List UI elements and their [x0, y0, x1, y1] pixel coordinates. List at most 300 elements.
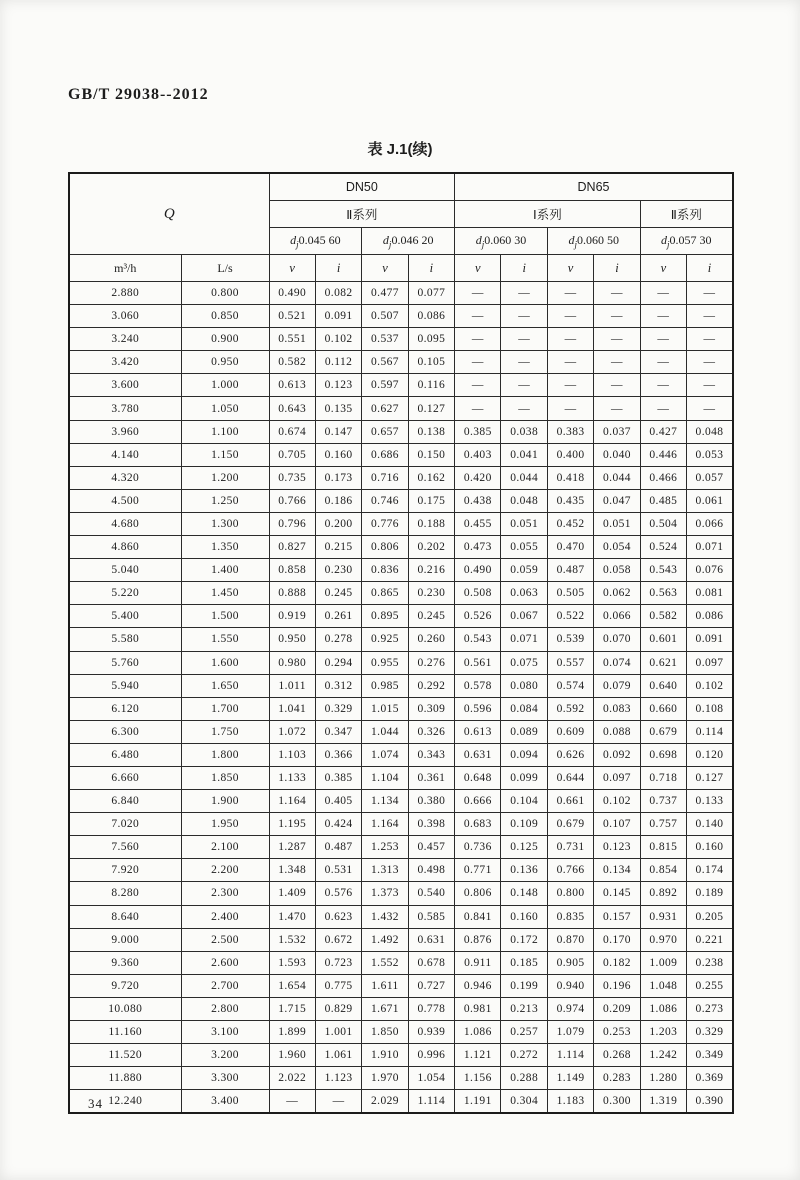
table-row [69, 882, 733, 905]
table-row [69, 420, 733, 443]
flow-m3h-cell: 3.420 [69, 351, 181, 374]
value-cell: 0.136 [501, 859, 547, 882]
value-cell: 0.257 [501, 1021, 547, 1044]
value-cell: 0.487 [315, 836, 361, 859]
flow-ls-cell: 0.850 [181, 305, 269, 328]
value-cell: 0.288 [501, 1067, 547, 1090]
value-cell: 0.063 [501, 582, 547, 605]
table-row [69, 305, 733, 328]
d-subscript: j [481, 239, 485, 250]
value-cell: 0.071 [687, 536, 733, 559]
value-cell: 0.970 [640, 928, 686, 951]
value-cell: 0.189 [687, 882, 733, 905]
flow-m3h-cell: 3.780 [69, 397, 181, 420]
value-cell: 0.053 [687, 443, 733, 466]
value-cell: 0.403 [455, 443, 501, 466]
value-cell: — [455, 305, 501, 328]
table-row [69, 720, 733, 743]
value-cell: 1.054 [408, 1067, 454, 1090]
value-cell: 1.086 [640, 997, 686, 1020]
velocity-header: v [455, 255, 501, 282]
value-cell: 1.015 [362, 697, 408, 720]
value-cell: 0.059 [501, 559, 547, 582]
value-cell: 0.215 [315, 536, 361, 559]
value-cell: 0.300 [594, 1090, 640, 1114]
value-cell: 0.657 [362, 420, 408, 443]
value-cell: 0.911 [455, 951, 501, 974]
value-cell: — [640, 374, 686, 397]
value-cell: 1.611 [362, 974, 408, 997]
value-cell: — [455, 328, 501, 351]
flow-ls-cell: 2.400 [181, 905, 269, 928]
flow-m3h-cell: 6.120 [69, 697, 181, 720]
value-cell: — [640, 328, 686, 351]
value-cell: 0.108 [687, 697, 733, 720]
flow-ls-cell: 1.800 [181, 743, 269, 766]
flow-m3h-cell: 7.560 [69, 836, 181, 859]
flow-m3h-cell: 7.920 [69, 859, 181, 882]
value-cell: 0.185 [501, 951, 547, 974]
value-cell: 0.102 [315, 328, 361, 351]
value-cell: 0.686 [362, 443, 408, 466]
flow-m3h-cell: 11.160 [69, 1021, 181, 1044]
value-cell: 1.183 [547, 1090, 593, 1114]
table-row [69, 282, 733, 305]
flow-m3h-cell: 4.140 [69, 443, 181, 466]
value-cell: — [501, 351, 547, 374]
value-cell: 0.835 [547, 905, 593, 928]
gradient-header: i [315, 255, 361, 282]
value-cell: 0.209 [594, 997, 640, 1020]
value-cell: 0.272 [501, 1044, 547, 1067]
value-cell: 1.287 [269, 836, 315, 859]
value-cell: 0.147 [315, 420, 361, 443]
value-cell: 1.470 [269, 905, 315, 928]
flow-m3h-cell: 5.040 [69, 559, 181, 582]
value-cell: 0.718 [640, 766, 686, 789]
table-row [69, 489, 733, 512]
table-row [69, 512, 733, 535]
value-cell: 0.150 [408, 443, 454, 466]
value-cell: 0.253 [594, 1021, 640, 1044]
value-cell: — [315, 1090, 361, 1114]
value-cell: 0.424 [315, 813, 361, 836]
value-cell: 0.172 [501, 928, 547, 951]
value-cell: 0.120 [687, 743, 733, 766]
table-row [69, 1067, 733, 1090]
table-row [69, 813, 733, 836]
value-cell: 0.268 [594, 1044, 640, 1067]
dn65-header: DN65 [455, 173, 733, 201]
flow-ls-cell: 2.100 [181, 836, 269, 859]
value-cell: 0.981 [455, 997, 501, 1020]
page-number: 34 [88, 1096, 103, 1111]
value-cell: 0.477 [362, 282, 408, 305]
value-cell: 0.061 [687, 489, 733, 512]
value-cell: 0.199 [501, 974, 547, 997]
value-cell: 0.041 [501, 443, 547, 466]
value-cell: 1.492 [362, 928, 408, 951]
value-cell: 0.735 [269, 466, 315, 489]
flow-m3h-cell: 5.220 [69, 582, 181, 605]
hydraulic-calculation-table [68, 172, 734, 1114]
header-row-dn [69, 173, 733, 201]
flow-m3h-cell: 9.360 [69, 951, 181, 974]
flow-m3h-cell: 5.580 [69, 628, 181, 651]
value-cell: 0.757 [640, 813, 686, 836]
value-cell: 0.076 [687, 559, 733, 582]
value-cell: — [547, 374, 593, 397]
value-cell: 0.526 [455, 605, 501, 628]
value-cell: — [640, 351, 686, 374]
value-cell: — [594, 305, 640, 328]
value-cell: 1.061 [315, 1044, 361, 1067]
flow-m3h-cell: 5.760 [69, 651, 181, 674]
value-cell: 0.561 [455, 651, 501, 674]
flow-m3h-cell: 8.280 [69, 882, 181, 905]
dn50-header: DN50 [269, 173, 455, 201]
value-cell: — [640, 397, 686, 420]
flow-ls-cell: 1.400 [181, 559, 269, 582]
value-cell: 0.457 [408, 836, 454, 859]
value-cell: 0.946 [455, 974, 501, 997]
value-cell: 0.623 [315, 905, 361, 928]
value-cell: 0.925 [362, 628, 408, 651]
value-cell: 0.097 [687, 651, 733, 674]
value-cell: 0.508 [455, 582, 501, 605]
value-cell: 0.276 [408, 651, 454, 674]
d-symbol: d [475, 232, 482, 247]
value-cell: 0.133 [687, 790, 733, 813]
value-cell: 0.776 [362, 512, 408, 535]
value-cell: 0.084 [501, 697, 547, 720]
diameter-value: 0.045 60 [298, 232, 341, 247]
value-cell: 0.104 [501, 790, 547, 813]
diameter-header [269, 228, 362, 255]
value-cell: 0.490 [455, 559, 501, 582]
value-cell: 0.626 [547, 743, 593, 766]
value-cell: 0.746 [362, 489, 408, 512]
value-cell: 0.200 [315, 512, 361, 535]
flow-m3h-cell: 3.240 [69, 328, 181, 351]
value-cell: 0.683 [455, 813, 501, 836]
value-cell: 0.138 [408, 420, 454, 443]
unit-m3h-header: m³/h [69, 255, 181, 282]
value-cell: 0.400 [547, 443, 593, 466]
flow-ls-cell: 1.550 [181, 628, 269, 651]
flow-m3h-cell: 4.680 [69, 512, 181, 535]
value-cell: — [687, 328, 733, 351]
value-cell: 0.435 [547, 489, 593, 512]
flow-ls-cell: 1.100 [181, 420, 269, 443]
series-2-dn65-header: Ⅱ系列 [640, 201, 733, 228]
value-cell: 0.398 [408, 813, 454, 836]
table-row [69, 905, 733, 928]
value-cell: 0.148 [501, 882, 547, 905]
flow-m3h-cell: 7.020 [69, 813, 181, 836]
value-cell: 0.504 [640, 512, 686, 535]
velocity-header: v [362, 255, 408, 282]
value-cell: 0.057 [687, 466, 733, 489]
value-cell: 0.955 [362, 651, 408, 674]
value-cell: 0.778 [408, 997, 454, 1020]
value-cell: 0.524 [640, 536, 686, 559]
value-cell: 0.102 [687, 674, 733, 697]
value-cell: 1.195 [269, 813, 315, 836]
diameter-header [362, 228, 455, 255]
value-cell: 0.312 [315, 674, 361, 697]
value-cell: 0.048 [501, 489, 547, 512]
value-cell: 0.420 [455, 466, 501, 489]
value-cell: 0.080 [501, 674, 547, 697]
value-cell: 0.796 [269, 512, 315, 535]
value-cell: — [547, 282, 593, 305]
flow-ls-cell: 2.600 [181, 951, 269, 974]
value-cell: — [687, 397, 733, 420]
d-subscript: j [574, 239, 578, 250]
value-cell: 0.592 [547, 697, 593, 720]
value-cell: 0.230 [408, 582, 454, 605]
value-cell: 0.452 [547, 512, 593, 535]
value-cell: 0.170 [594, 928, 640, 951]
value-cell: 0.366 [315, 743, 361, 766]
value-cell: 0.858 [269, 559, 315, 582]
value-cell: 0.613 [269, 374, 315, 397]
value-cell: 0.077 [408, 282, 454, 305]
flow-ls-cell: 2.700 [181, 974, 269, 997]
value-cell: 0.521 [269, 305, 315, 328]
value-cell: 0.557 [547, 651, 593, 674]
flow-ls-cell: 0.800 [181, 282, 269, 305]
table-row [69, 466, 733, 489]
series-2-dn50-header: Ⅱ系列 [269, 201, 455, 228]
value-cell: 0.329 [687, 1021, 733, 1044]
value-cell: 0.140 [687, 813, 733, 836]
table-row [69, 928, 733, 951]
value-cell: — [455, 374, 501, 397]
value-cell: 0.380 [408, 790, 454, 813]
value-cell: 0.698 [640, 743, 686, 766]
value-cell: 0.188 [408, 512, 454, 535]
value-cell: 0.609 [547, 720, 593, 743]
value-cell: 1.074 [362, 743, 408, 766]
flow-m3h-cell: 3.600 [69, 374, 181, 397]
value-cell: 1.086 [455, 1021, 501, 1044]
table-row [69, 674, 733, 697]
value-cell: 0.383 [547, 420, 593, 443]
value-cell: 0.048 [687, 420, 733, 443]
value-cell: 0.213 [501, 997, 547, 1020]
value-cell: 0.092 [594, 743, 640, 766]
table-row [69, 997, 733, 1020]
value-cell: 0.405 [315, 790, 361, 813]
flow-ls-cell: 1.600 [181, 651, 269, 674]
value-cell: 1.134 [362, 790, 408, 813]
value-cell: 0.766 [547, 859, 593, 882]
value-cell: — [547, 328, 593, 351]
flow-ls-cell: 0.950 [181, 351, 269, 374]
value-cell: 0.135 [315, 397, 361, 420]
value-cell: 0.074 [594, 651, 640, 674]
value-cell: 0.273 [687, 997, 733, 1020]
diameter-header [640, 228, 733, 255]
value-cell: 0.870 [547, 928, 593, 951]
value-cell: 0.727 [408, 974, 454, 997]
gradient-header: i [501, 255, 547, 282]
flow-m3h-cell: 2.880 [69, 282, 181, 305]
table-row [69, 1044, 733, 1067]
value-cell: 0.438 [455, 489, 501, 512]
value-cell: 0.931 [640, 905, 686, 928]
d-symbol: d [661, 232, 668, 247]
value-cell: 0.985 [362, 674, 408, 697]
flow-ls-cell: 1.900 [181, 790, 269, 813]
value-cell: 0.631 [455, 743, 501, 766]
value-cell: 1.114 [408, 1090, 454, 1114]
value-cell: 0.245 [315, 582, 361, 605]
value-cell: 1.253 [362, 836, 408, 859]
value-cell: 1.011 [269, 674, 315, 697]
value-cell: 0.892 [640, 882, 686, 905]
value-cell: 0.613 [455, 720, 501, 743]
value-cell: 1.072 [269, 720, 315, 743]
value-cell: 0.160 [501, 905, 547, 928]
value-cell: 0.679 [640, 720, 686, 743]
diameter-header [455, 228, 548, 255]
value-cell: 0.075 [501, 651, 547, 674]
flow-m3h-cell: 3.060 [69, 305, 181, 328]
flow-m3h-cell: 6.840 [69, 790, 181, 813]
value-cell: 0.238 [687, 951, 733, 974]
flow-m3h-cell: 4.500 [69, 489, 181, 512]
value-cell: 0.940 [547, 974, 593, 997]
table-row [69, 790, 733, 813]
value-cell: 0.551 [269, 328, 315, 351]
unit-ls-header: L/s [181, 255, 269, 282]
value-cell: 0.507 [362, 305, 408, 328]
value-cell: 0.766 [269, 489, 315, 512]
value-cell: — [594, 397, 640, 420]
flow-ls-cell: 2.200 [181, 859, 269, 882]
value-cell: 0.082 [315, 282, 361, 305]
value-cell: — [687, 305, 733, 328]
diameter-value: 0.060 30 [484, 232, 527, 247]
value-cell: 0.574 [547, 674, 593, 697]
value-cell: 0.091 [315, 305, 361, 328]
value-cell: 0.054 [594, 536, 640, 559]
value-cell: 0.086 [408, 305, 454, 328]
flow-m3h-cell: 9.000 [69, 928, 181, 951]
value-cell: 0.775 [315, 974, 361, 997]
value-cell: 0.160 [687, 836, 733, 859]
value-cell: 0.905 [547, 951, 593, 974]
table-row [69, 974, 733, 997]
diameter-value: 0.057 30 [669, 232, 712, 247]
value-cell: 0.661 [547, 790, 593, 813]
flow-m3h-cell: 6.480 [69, 743, 181, 766]
value-cell: 0.537 [362, 328, 408, 351]
value-cell: 0.089 [501, 720, 547, 743]
value-cell: — [547, 397, 593, 420]
table-row [69, 836, 733, 859]
value-cell: — [640, 305, 686, 328]
value-cell: 0.125 [501, 836, 547, 859]
value-cell: 0.044 [594, 466, 640, 489]
value-cell: 0.245 [408, 605, 454, 628]
value-cell: 1.164 [362, 813, 408, 836]
value-cell: 0.051 [594, 512, 640, 535]
value-cell: 0.095 [408, 328, 454, 351]
value-cell: 1.970 [362, 1067, 408, 1090]
value-cell: — [547, 305, 593, 328]
table-row [69, 328, 733, 351]
value-cell: 0.309 [408, 697, 454, 720]
flow-m3h-cell: 4.320 [69, 466, 181, 489]
value-cell: 0.107 [594, 813, 640, 836]
value-cell: 0.485 [640, 489, 686, 512]
diameter-header [547, 228, 640, 255]
value-cell: 1.280 [640, 1067, 686, 1090]
standard-number: GB/T 29038--2012 [68, 86, 209, 103]
flow-ls-cell: 0.900 [181, 328, 269, 351]
value-cell: 0.563 [640, 582, 686, 605]
value-cell: 0.601 [640, 628, 686, 651]
value-cell: 0.531 [315, 859, 361, 882]
flow-m3h-cell: 5.940 [69, 674, 181, 697]
table-row [69, 443, 733, 466]
flow-ls-cell: 1.200 [181, 466, 269, 489]
flow-ls-cell: 1.750 [181, 720, 269, 743]
value-cell: 0.369 [687, 1067, 733, 1090]
table-row [69, 1021, 733, 1044]
value-cell: 0.806 [362, 536, 408, 559]
flow-ls-cell: 3.300 [181, 1067, 269, 1090]
value-cell: 0.621 [640, 651, 686, 674]
value-cell: 1.048 [640, 974, 686, 997]
value-cell: 0.038 [501, 420, 547, 443]
gradient-header: i [687, 255, 733, 282]
value-cell: 1.103 [269, 743, 315, 766]
table-row [69, 651, 733, 674]
value-cell: 0.230 [315, 559, 361, 582]
value-cell: 0.385 [315, 766, 361, 789]
value-cell: 0.679 [547, 813, 593, 836]
table-row [69, 351, 733, 374]
value-cell: 0.051 [501, 512, 547, 535]
value-cell: 0.672 [315, 928, 361, 951]
value-cell: 0.446 [640, 443, 686, 466]
value-cell: 0.112 [315, 351, 361, 374]
flow-m3h-cell: 5.400 [69, 605, 181, 628]
value-cell: 0.836 [362, 559, 408, 582]
value-cell: 0.160 [315, 443, 361, 466]
value-cell: 0.114 [687, 720, 733, 743]
value-cell: 0.221 [687, 928, 733, 951]
value-cell: 0.705 [269, 443, 315, 466]
value-cell: 1.164 [269, 790, 315, 813]
value-cell: 0.055 [501, 536, 547, 559]
value-cell: 0.800 [547, 882, 593, 905]
value-cell: 0.094 [501, 743, 547, 766]
velocity-header: v [640, 255, 686, 282]
value-cell: 0.771 [455, 859, 501, 882]
gradient-header: i [408, 255, 454, 282]
d-subscript: j [388, 239, 392, 250]
value-cell: 1.373 [362, 882, 408, 905]
value-cell: 1.191 [455, 1090, 501, 1114]
value-cell: 0.950 [269, 628, 315, 651]
value-cell: — [269, 1090, 315, 1114]
